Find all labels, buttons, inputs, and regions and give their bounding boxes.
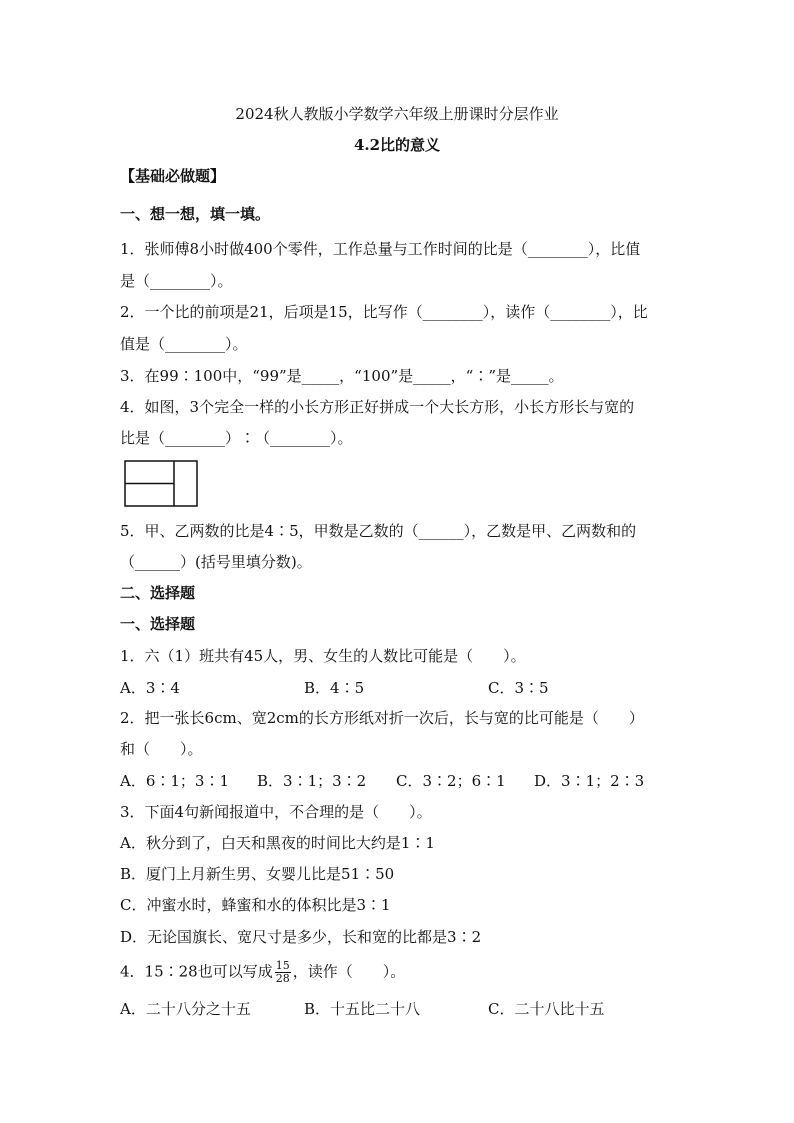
c4-stem-after: ，读作（ ）。 bbox=[292, 962, 406, 981]
c2-option-b: B．3∶1；3∶2 bbox=[257, 772, 367, 790]
c4-fraction-numerator: 15 bbox=[275, 959, 290, 972]
q5-line2: （______）(括号里填分数)。 bbox=[120, 553, 312, 571]
c3-option-d: D．无论国旗长、宽尺寸是多少，长和宽的比都是3∶2 bbox=[120, 928, 482, 946]
c4-options bbox=[120, 998, 680, 1020]
section-basic-label: 【基础必做题】 bbox=[120, 167, 226, 185]
c4-option-c: C．二十八比十五 bbox=[488, 1000, 605, 1018]
q1-line2: 是（________）。 bbox=[120, 272, 233, 290]
q3: 3．在99∶100中，“99”是_____，“100”是_____，“∶”是_____。 bbox=[120, 367, 564, 385]
c4-stem-before: 4．15∶28也可以写成 bbox=[120, 962, 273, 981]
c1-stem: 1．六（1）班共有45人，男、女生的人数比可能是（ ）。 bbox=[120, 647, 526, 665]
c3-option-b: B．厦门上月新生男、女婴儿比是51∶50 bbox=[120, 865, 395, 883]
c1-option-c: C．3∶5 bbox=[488, 679, 549, 697]
q2-line2: 值是（________）。 bbox=[120, 335, 248, 353]
c1-options bbox=[120, 677, 680, 699]
c3-option-c: C．冲蜜水时，蜂蜜和水的体积比是3∶1 bbox=[120, 896, 391, 914]
q4-line1: 4．如图，3个完全一样的小长方形正好拼成一个大长方形，小长方形长与宽的 bbox=[120, 398, 635, 416]
part2-subheading: 一、选择题 bbox=[120, 615, 196, 633]
c2-option-d: D．3∶1；2∶3 bbox=[534, 772, 645, 790]
c1-option-b: B．4∶5 bbox=[304, 679, 365, 697]
lesson-title: 4.2比的意义 bbox=[353, 136, 441, 154]
c2-option-a: A．6∶1；3∶1 bbox=[120, 772, 230, 790]
rectangles-figure bbox=[124, 460, 200, 508]
q5-line1: 5．甲、乙两数的比是4∶5，甲数是乙数的（______），乙数是甲、乙两数和的 bbox=[120, 522, 637, 540]
c1-option-a: A．3∶4 bbox=[120, 679, 180, 697]
c3-option-a: A．秋分到了，白天和黑夜的时间比大约是1∶1 bbox=[120, 834, 435, 852]
c4-option-b: B．十五比二十八 bbox=[304, 1000, 421, 1018]
q2-line1: 2．一个比的前项是21，后项是15，比写作（________），读作（________），比 bbox=[120, 303, 648, 321]
c3-stem: 3．下面4句新闻报道中，不合理的是（ ）。 bbox=[120, 803, 432, 821]
c4-fraction-denominator: 28 bbox=[275, 972, 290, 985]
part2-heading: 二、选择题 bbox=[120, 584, 196, 602]
c4-stem bbox=[120, 960, 680, 985]
c2-options bbox=[120, 770, 680, 792]
q1-line1: 1．张师傅8小时做400个零件，工作总量与工作时间的比是（________），比值 bbox=[120, 240, 641, 258]
q4-line2: 比是（________）∶（________）。 bbox=[120, 429, 353, 447]
part1-heading: 一、想一想，填一填。 bbox=[120, 205, 271, 223]
c2-stem-line2: 和（ ）。 bbox=[120, 740, 203, 758]
c4-option-a: A．二十八分之十五 bbox=[120, 1000, 251, 1018]
c2-option-c: C．3∶2；6∶1 bbox=[396, 772, 506, 790]
c4-fraction bbox=[275, 960, 291, 985]
page-title: 2024秋人教版小学数学六年级上册课时分层作业 bbox=[235, 105, 559, 123]
c2-stem-line1: 2．把一张长6cm、宽2cm的长方形纸对折一次后，长与宽的比可能是（ ） bbox=[120, 709, 644, 727]
